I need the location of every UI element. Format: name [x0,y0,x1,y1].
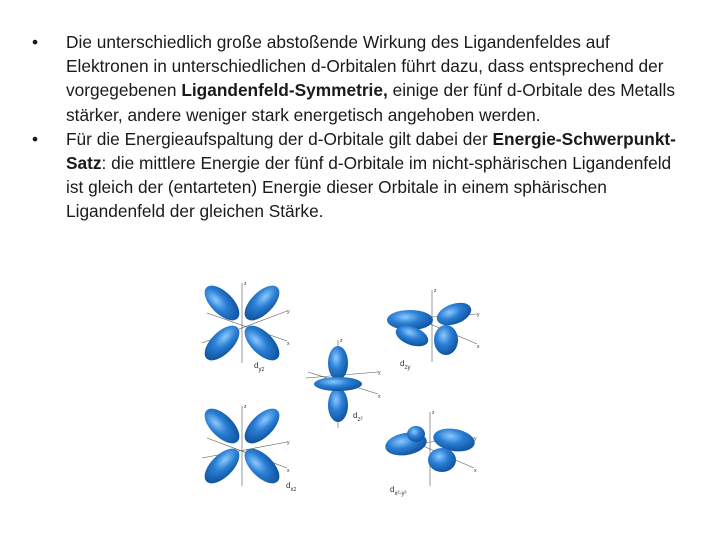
orbital-dz2 [306,338,381,428]
svg-text:z: z [244,281,247,287]
orbital-dx2-y2 [383,410,477,486]
svg-text:y: y [287,309,290,315]
svg-text:x: x [378,394,381,400]
bullet-text: Die unterschiedlich große abstoßende Wirkung des Ligandenfeldes auf Elektronen in unterschiedlichen d-Orbitalen führt dazu, dass entsprechend der vorgegebenen Ligandenfeld-Symmetrie, einige der fünf d-Orbitale des Metalls stärker, andere weniger stark energetisch angehoben werden. [66,32,675,125]
orbital-dzy [387,288,480,362]
bullet-list [32,30,692,224]
label-dxz: $d_{xz}$ [286,481,297,493]
svg-text:y: y [378,370,381,376]
svg-text:x: x [474,468,477,474]
svg-text:y: y [477,312,480,318]
bullet-marker: • [32,128,39,149]
svg-text:y: y [287,440,290,446]
svg-text:z: z [340,338,343,344]
bullet-item [32,30,692,127]
svg-text:x: x [477,344,480,350]
bullet-marker: • [32,32,39,52]
svg-text:x: x [287,341,290,347]
label-dzy: $d_{zy}$ [400,359,411,371]
bullet-text: Für die Energieaufspaltung der d-Orbitale gilt dabei der Energie-Schwerpunkt-Satz: die mittlere Energie der fünf d-Orbitale im nicht-sphärischen Ligandenfeld ist gleich der (entarteten) Energie dieser Orbitale in einem sphärischen Ligandenfeld der gleichen Stärke. [66,128,676,222]
svg-text:y: y [474,436,477,442]
label-dyz: $d_{yz}$ [254,361,265,373]
d-orbitals-figure [190,278,510,510]
label-dz2: $d_{z^2}$ [353,411,363,423]
orbital-dyz [199,280,290,367]
svg-text:x: x [287,468,290,474]
svg-text:z: z [244,404,247,410]
svg-text:z: z [432,410,435,416]
bullet-item [32,127,692,224]
svg-text:z: z [434,288,437,294]
label-dx2-y2: $d_{x^2-y^2}$ [390,485,407,497]
orbital-dxz [199,403,290,490]
